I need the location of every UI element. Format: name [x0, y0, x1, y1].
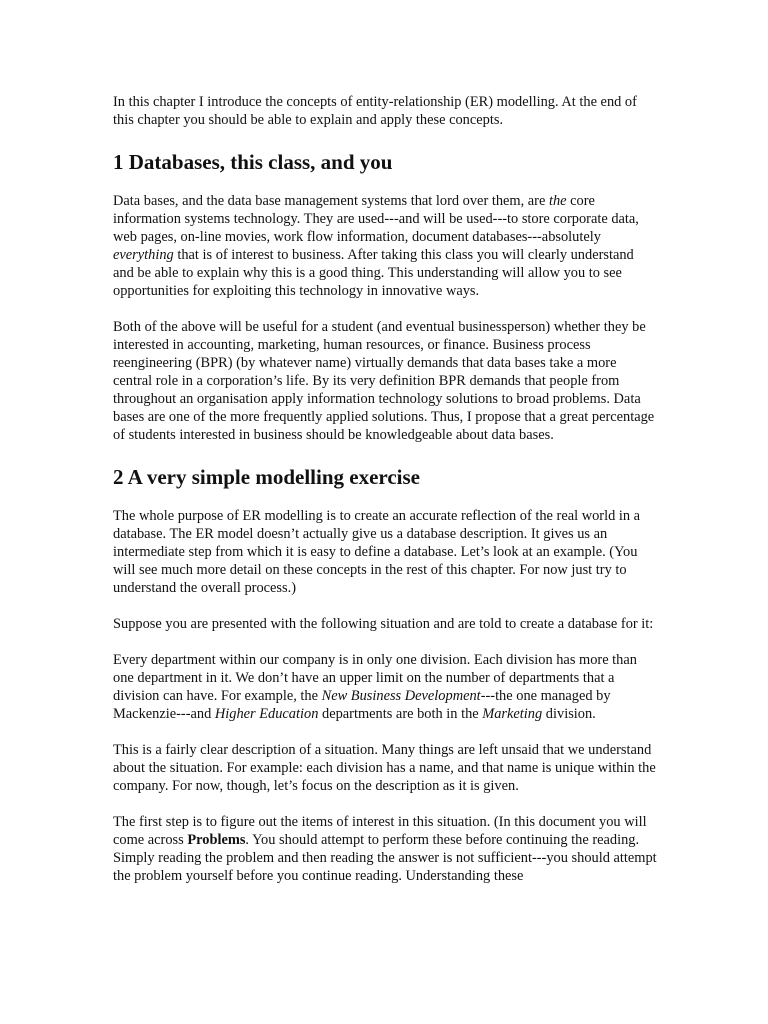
section-2-paragraph-5 — [113, 813, 658, 885]
section-1-paragraph-2: Both of the above will be useful for a student (and eventual businessperson) whether they be interested in accounting, marketing, human resources, or finance. Business process reengineering (BPR) (by whatever name) virtually demands that data bases take a more central role in a corporation’s life. By its very definition BPR demands that people from throughout an organisation apply information technology solutions to broad problems. Data bases are one of the more frequently applied solutions. Thus, I propose that a great percentage of students interested in business should be knowledgeable about data bases. — [113, 319, 655, 443]
intro-paragraph: In this chapter I introduce the concepts of entity-relationship (ER) modelling. At the end of this chapter you should be able to explain and apply these concepts. — [113, 94, 637, 128]
text-run: Every department within our company is in only one division. Each division has more than one department in it. We don’t have an upper limit on the number of departments that a division can have. For example, the — [113, 652, 637, 704]
section-1-heading: 1 Databases, this class, and you — [113, 150, 393, 174]
text-run: ---the one managed by Mackenzie---and — [113, 688, 611, 722]
emphasis-everything: everything — [113, 247, 174, 263]
bold-problems: Problems — [187, 832, 246, 848]
section-2-paragraph-3 — [113, 651, 658, 723]
emphasis-new-business-development: New Business Development — [321, 688, 481, 704]
emphasis-the: the — [548, 193, 567, 209]
text-run: The first step is to figure out the items of interest in this situation. (In this document you will come across — [113, 814, 647, 848]
section-2-paragraph-4: This is a fairly clear description of a situation. Many things are left unsaid that we understand about the situation. For example: each division has a name, and that name is unique within the company. For now, though, let’s focus on the description as it is given. — [113, 742, 656, 794]
text-run: Data bases, and the data base management systems that lord over them, are — [113, 193, 549, 209]
section-1-paragraph-1 — [113, 192, 658, 300]
emphasis-higher-education: Higher Education — [214, 706, 319, 722]
text-run: that is of interest to business. After taking this class you will clearly understand and be able to explain why this is a good thing. This understanding will allow you to see opportunities for exploiting this technology in innovative ways. — [113, 247, 634, 299]
text-run: core information systems technology. They are used---and will be used---to store corporate data, web pages, on-line movies, work flow information, document databases---absolutely — [113, 193, 639, 245]
emphasis-marketing: Marketing — [482, 706, 543, 722]
text-run: departments are both in the — [318, 706, 483, 722]
section-2-heading: 2 A very simple modelling exercise — [113, 465, 420, 489]
document-page — [113, 93, 658, 885]
text-run: division. — [542, 706, 596, 722]
section-2-paragraph-2: Suppose you are presented with the following situation and are told to create a database for it: — [113, 616, 654, 632]
section-2-paragraph-1: The whole purpose of ER modelling is to create an accurate reflection of the real world in a database. The ER model doesn’t actually give us a database description. It gives us an intermediate step from which it is easy to define a database. Let’s look at an example. (You will see much more detail on these concepts in the rest of this chapter. For now just try to understand the overall process.) — [113, 508, 641, 596]
text-run: . You should attempt to perform these before continuing the reading. Simply reading the problem and then reading the answer is not sufficient---you should attempt the problem yourself before you continue reading. Understanding these — [113, 832, 657, 884]
